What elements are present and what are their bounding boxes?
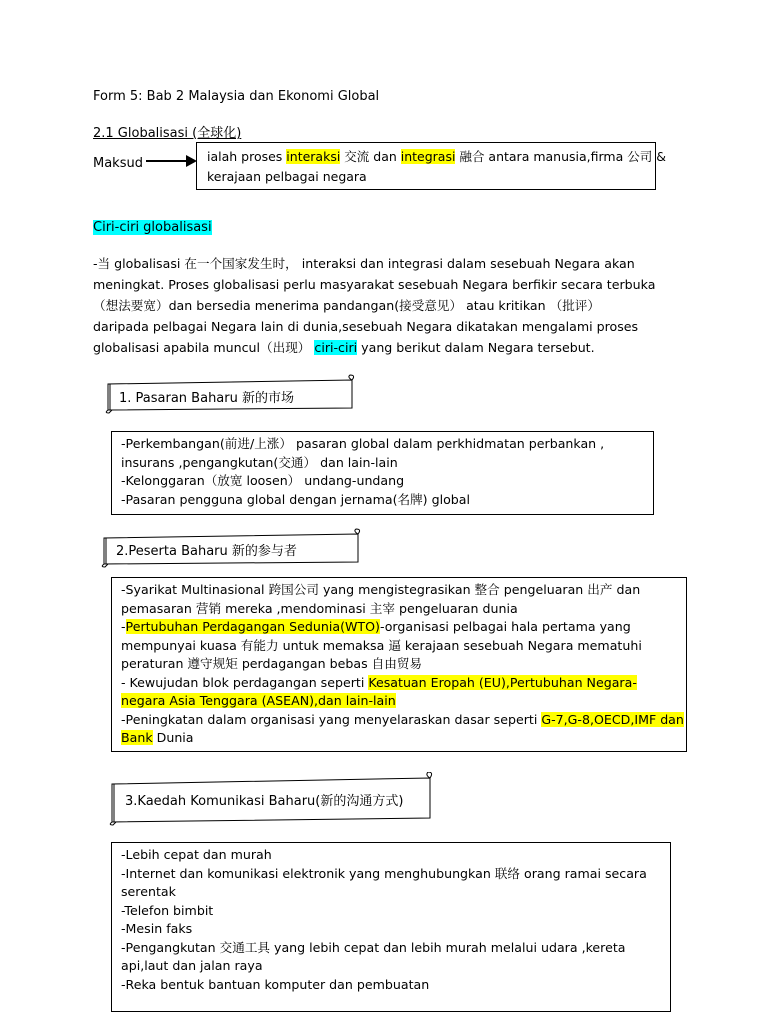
list-item: -Lebih cepat dan murah [121, 847, 272, 862]
highlight-bank: Bank [121, 730, 153, 745]
highlight-g7: G-7,G-8,OECD,IMF dan [541, 711, 684, 727]
arrow-right-icon [146, 154, 198, 168]
list-item: -Kelonggaran（放宽 loosen） undang-undang [121, 473, 405, 488]
section3-label: 3.Kaedah Komunikasi Baharu(新的沟通方式) [125, 794, 404, 809]
section3-box [111, 842, 671, 1012]
section-subheading: 2.1 Globalisasi (全球化) [93, 126, 242, 141]
list-item: -Pengangkutan 交通工具 yang lebih cepat dan lebih murah melalui udara ,kereta [121, 939, 626, 955]
highlight-eu: Kesatuan Eropah (EU),Pertubuhan Negara- [368, 674, 637, 690]
maksud-label: Maksud [93, 156, 143, 171]
definition-text: 交流 dan [340, 149, 401, 164]
definition-box [196, 142, 666, 190]
list-item: -Pasaran pengguna global dengan jernama(名牌) global [121, 491, 470, 507]
list-item: mempunyai kuasa 有能力 untuk memaksa 逼 kerajaan sesebuah Negara mematuhi [121, 637, 642, 653]
highlight-asean: negara Asia Tenggara (ASEAN),dan lain-lain [121, 693, 396, 708]
section1-label: 1. Pasaran Baharu 新的市场 [119, 391, 294, 406]
list-item: insurans ,pengangkutan(交通） dan lain-lain [121, 454, 398, 470]
definition-text: ialah proses [207, 149, 287, 164]
list-item: -Syarikat Multinasional 跨国公司 yang mengistegrasikan 整合 pengeluaran 出产 dan [121, 582, 641, 597]
section2-label: 2.Peserta Baharu 新的参与者 [116, 544, 297, 559]
section2-box [111, 577, 687, 752]
list-item: Dunia [152, 730, 194, 745]
paragraph-line: -当 globalisasi 在一个国家发生时， interaksi dan integrasi dalam sesebuah Negara akan [93, 256, 635, 271]
list-item: -Internet dan komunikasi elektronik yang menghubungkan 联络 orang ramai secara [121, 865, 647, 881]
highlight-integrasi: integrasi [400, 149, 456, 164]
document-title: Form 5: Bab 2 Malaysia dan Ekonomi Global [93, 89, 380, 104]
paragraph-line: globalisasi apabila muncul（出现） [93, 340, 315, 355]
highlight-wto: Pertubuhan Perdagangan Sedunia(WTO) [125, 619, 380, 634]
list-item: -Reka bentuk bantuan komputer dan pembuatan [121, 976, 430, 992]
list-item: -Telefon bimbit [121, 902, 214, 918]
section1-box [111, 431, 654, 515]
ciri-heading: Ciri-ciri globalisasi [93, 220, 212, 235]
paragraph-line: （想法要宽）dan bersedia menerima pandangan(接受意见） atau kritikan （批评） [93, 298, 600, 313]
list-item: -Perkembangan(前进/上涨） pasaran global dalam perkhidmatan perbankan , [121, 436, 605, 451]
definition-text: kerajaan pelbagai negara [207, 169, 367, 184]
paragraph-line: yang berikut dalam Negara tersebut. [357, 340, 595, 355]
paragraph-line: daripada pelbagai Negara lain di dunia,sesebuah Negara dikatakan mengalami proses [93, 319, 639, 334]
list-item: -Peningkatan dalam organisasi yang menyelaraskan dasar seperti [121, 711, 542, 727]
list-item: serentak [121, 884, 176, 899]
highlight-ciri-ciri: ciri-ciri [314, 340, 358, 355]
list-item: pemasaran 营销 mereka ,mendominasi 主宰 pengeluaran dunia [121, 600, 518, 616]
list-item: -Mesin faks [121, 921, 193, 936]
highlight-interaksi: interaksi [286, 149, 341, 164]
definition-text: 融合 antara manusia,firma 公司 & [455, 149, 666, 164]
intro-paragraph [93, 253, 663, 358]
paragraph-line: meningkat. Proses globalisasi perlu masyarakat sesebuah Negara berfikir secara terbuka [93, 277, 656, 292]
list-item: - [121, 619, 126, 634]
list-item: - Kewujudan blok perdagangan seperti [121, 674, 369, 690]
list-item: -organisasi pelbagai hala pertama yang [379, 619, 631, 634]
list-item: peraturan 遵守规矩 perdagangan bebas 自由贸易 [121, 656, 423, 671]
list-item: api,laut dan jalan raya [121, 958, 263, 973]
